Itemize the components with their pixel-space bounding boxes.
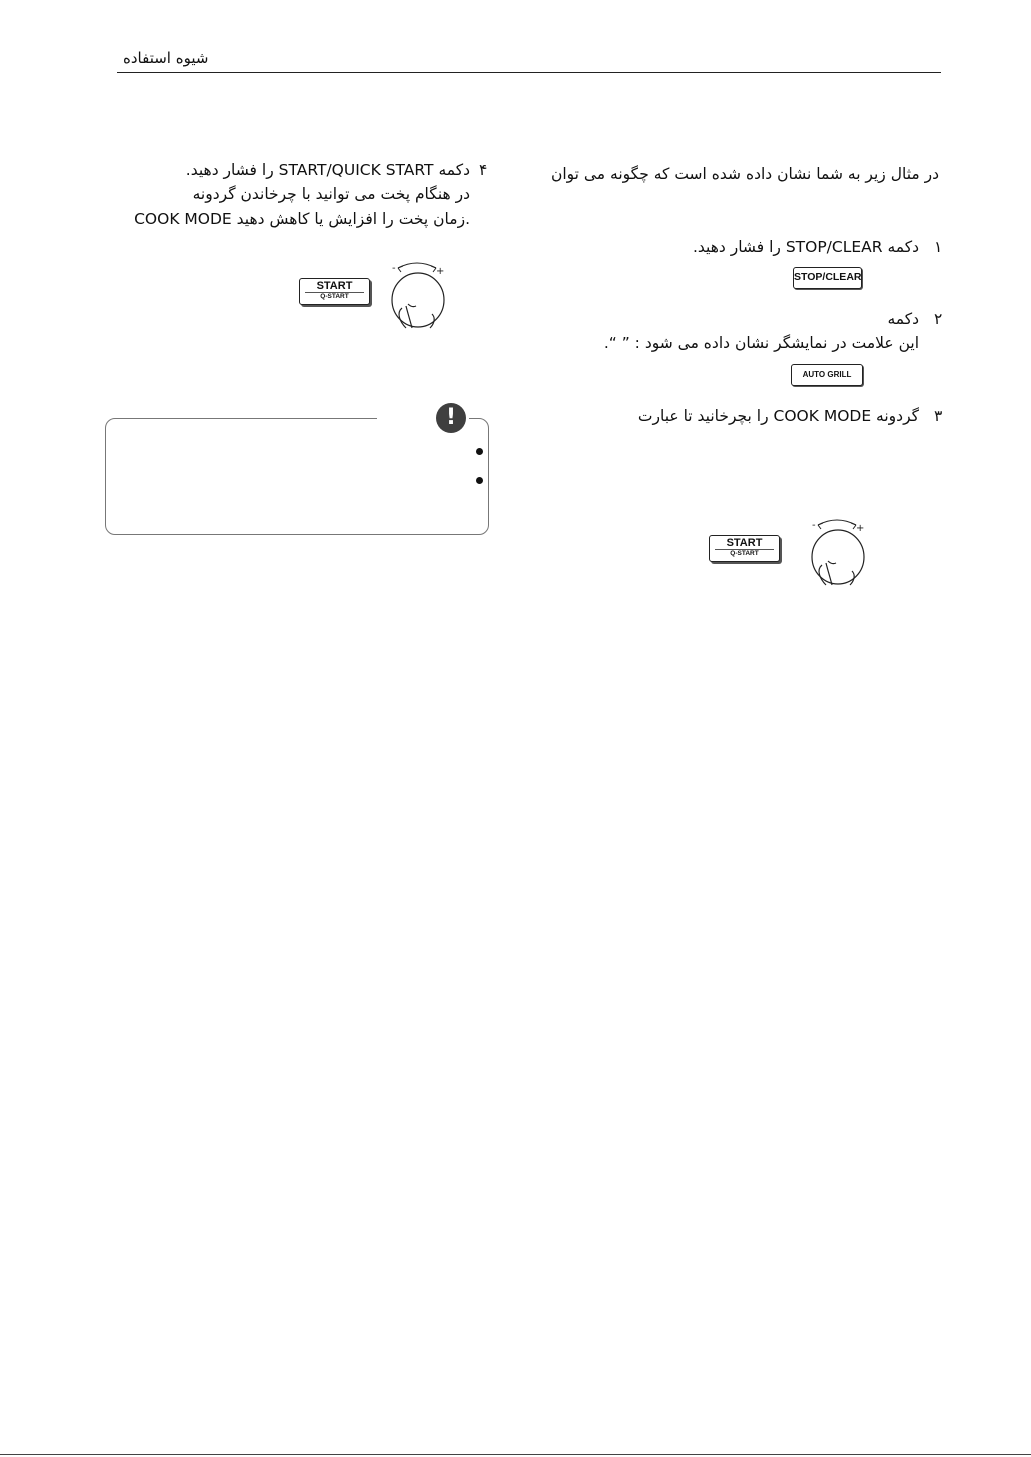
step-4-number: ۴ bbox=[479, 161, 488, 179]
start-button-label: START bbox=[726, 537, 763, 549]
start-quick-start-button[interactable] bbox=[709, 535, 780, 562]
auto-grill-button[interactable] bbox=[791, 364, 863, 386]
svg-text:-: - bbox=[392, 263, 396, 274]
q-start-button-label-step-4: Q-START bbox=[305, 292, 364, 301]
step-3-number: ۳ bbox=[934, 407, 943, 425]
svg-text:-: - bbox=[812, 520, 816, 531]
note-bullet-2 bbox=[476, 477, 483, 484]
intro-text: در مثال زیر به شما نشان داده شده است که چگونه می توان bbox=[550, 165, 939, 183]
step-1-text: دکمه STOP/CLEAR را فشار دهید. bbox=[692, 238, 919, 256]
step-4-text: دکمه START/QUICK START را فشار دهید. bbox=[185, 161, 470, 179]
stop-clear-button[interactable] bbox=[793, 267, 862, 289]
step-2-text: دکمه bbox=[887, 310, 919, 328]
cook-mode-dial-icon[interactable] bbox=[806, 515, 868, 587]
note-box bbox=[105, 418, 489, 535]
svg-text:+: + bbox=[856, 523, 865, 534]
exclamation-icon: ! bbox=[436, 403, 466, 433]
header-divider bbox=[117, 72, 941, 73]
note-bullet-1 bbox=[476, 448, 483, 455]
start-button-label-step-4: START bbox=[316, 280, 353, 292]
step-4-line-3: COOK MODE زمان پخت را افزایش یا کاهش دهید. bbox=[134, 210, 470, 228]
page-header-title: شیوه استفاده bbox=[123, 49, 209, 67]
q-start-button-label: Q-START bbox=[715, 549, 774, 558]
cook-mode-dial-icon-step-4[interactable] bbox=[386, 258, 448, 330]
step-4-line-2: در هنگام پخت می توانید با چرخاندن گردونه bbox=[192, 185, 470, 203]
auto-grill-button-label: AUTO GRILL bbox=[802, 370, 852, 379]
step-2-number: ۲ bbox=[934, 310, 943, 328]
start-quick-start-button-step-4[interactable] bbox=[299, 278, 370, 305]
stop-clear-button-label: STOP/CLEAR bbox=[794, 271, 862, 283]
svg-text:+: + bbox=[436, 266, 445, 277]
footer-divider bbox=[0, 1454, 1031, 1455]
step-2-display-note: این علامت در نمایشگر نشان داده می شود : ” “. bbox=[603, 334, 919, 352]
step-3-text: گردونه COOK MODE را بچرخانید تا عبارت bbox=[637, 407, 919, 425]
step-1-number: ۱ bbox=[934, 238, 943, 256]
